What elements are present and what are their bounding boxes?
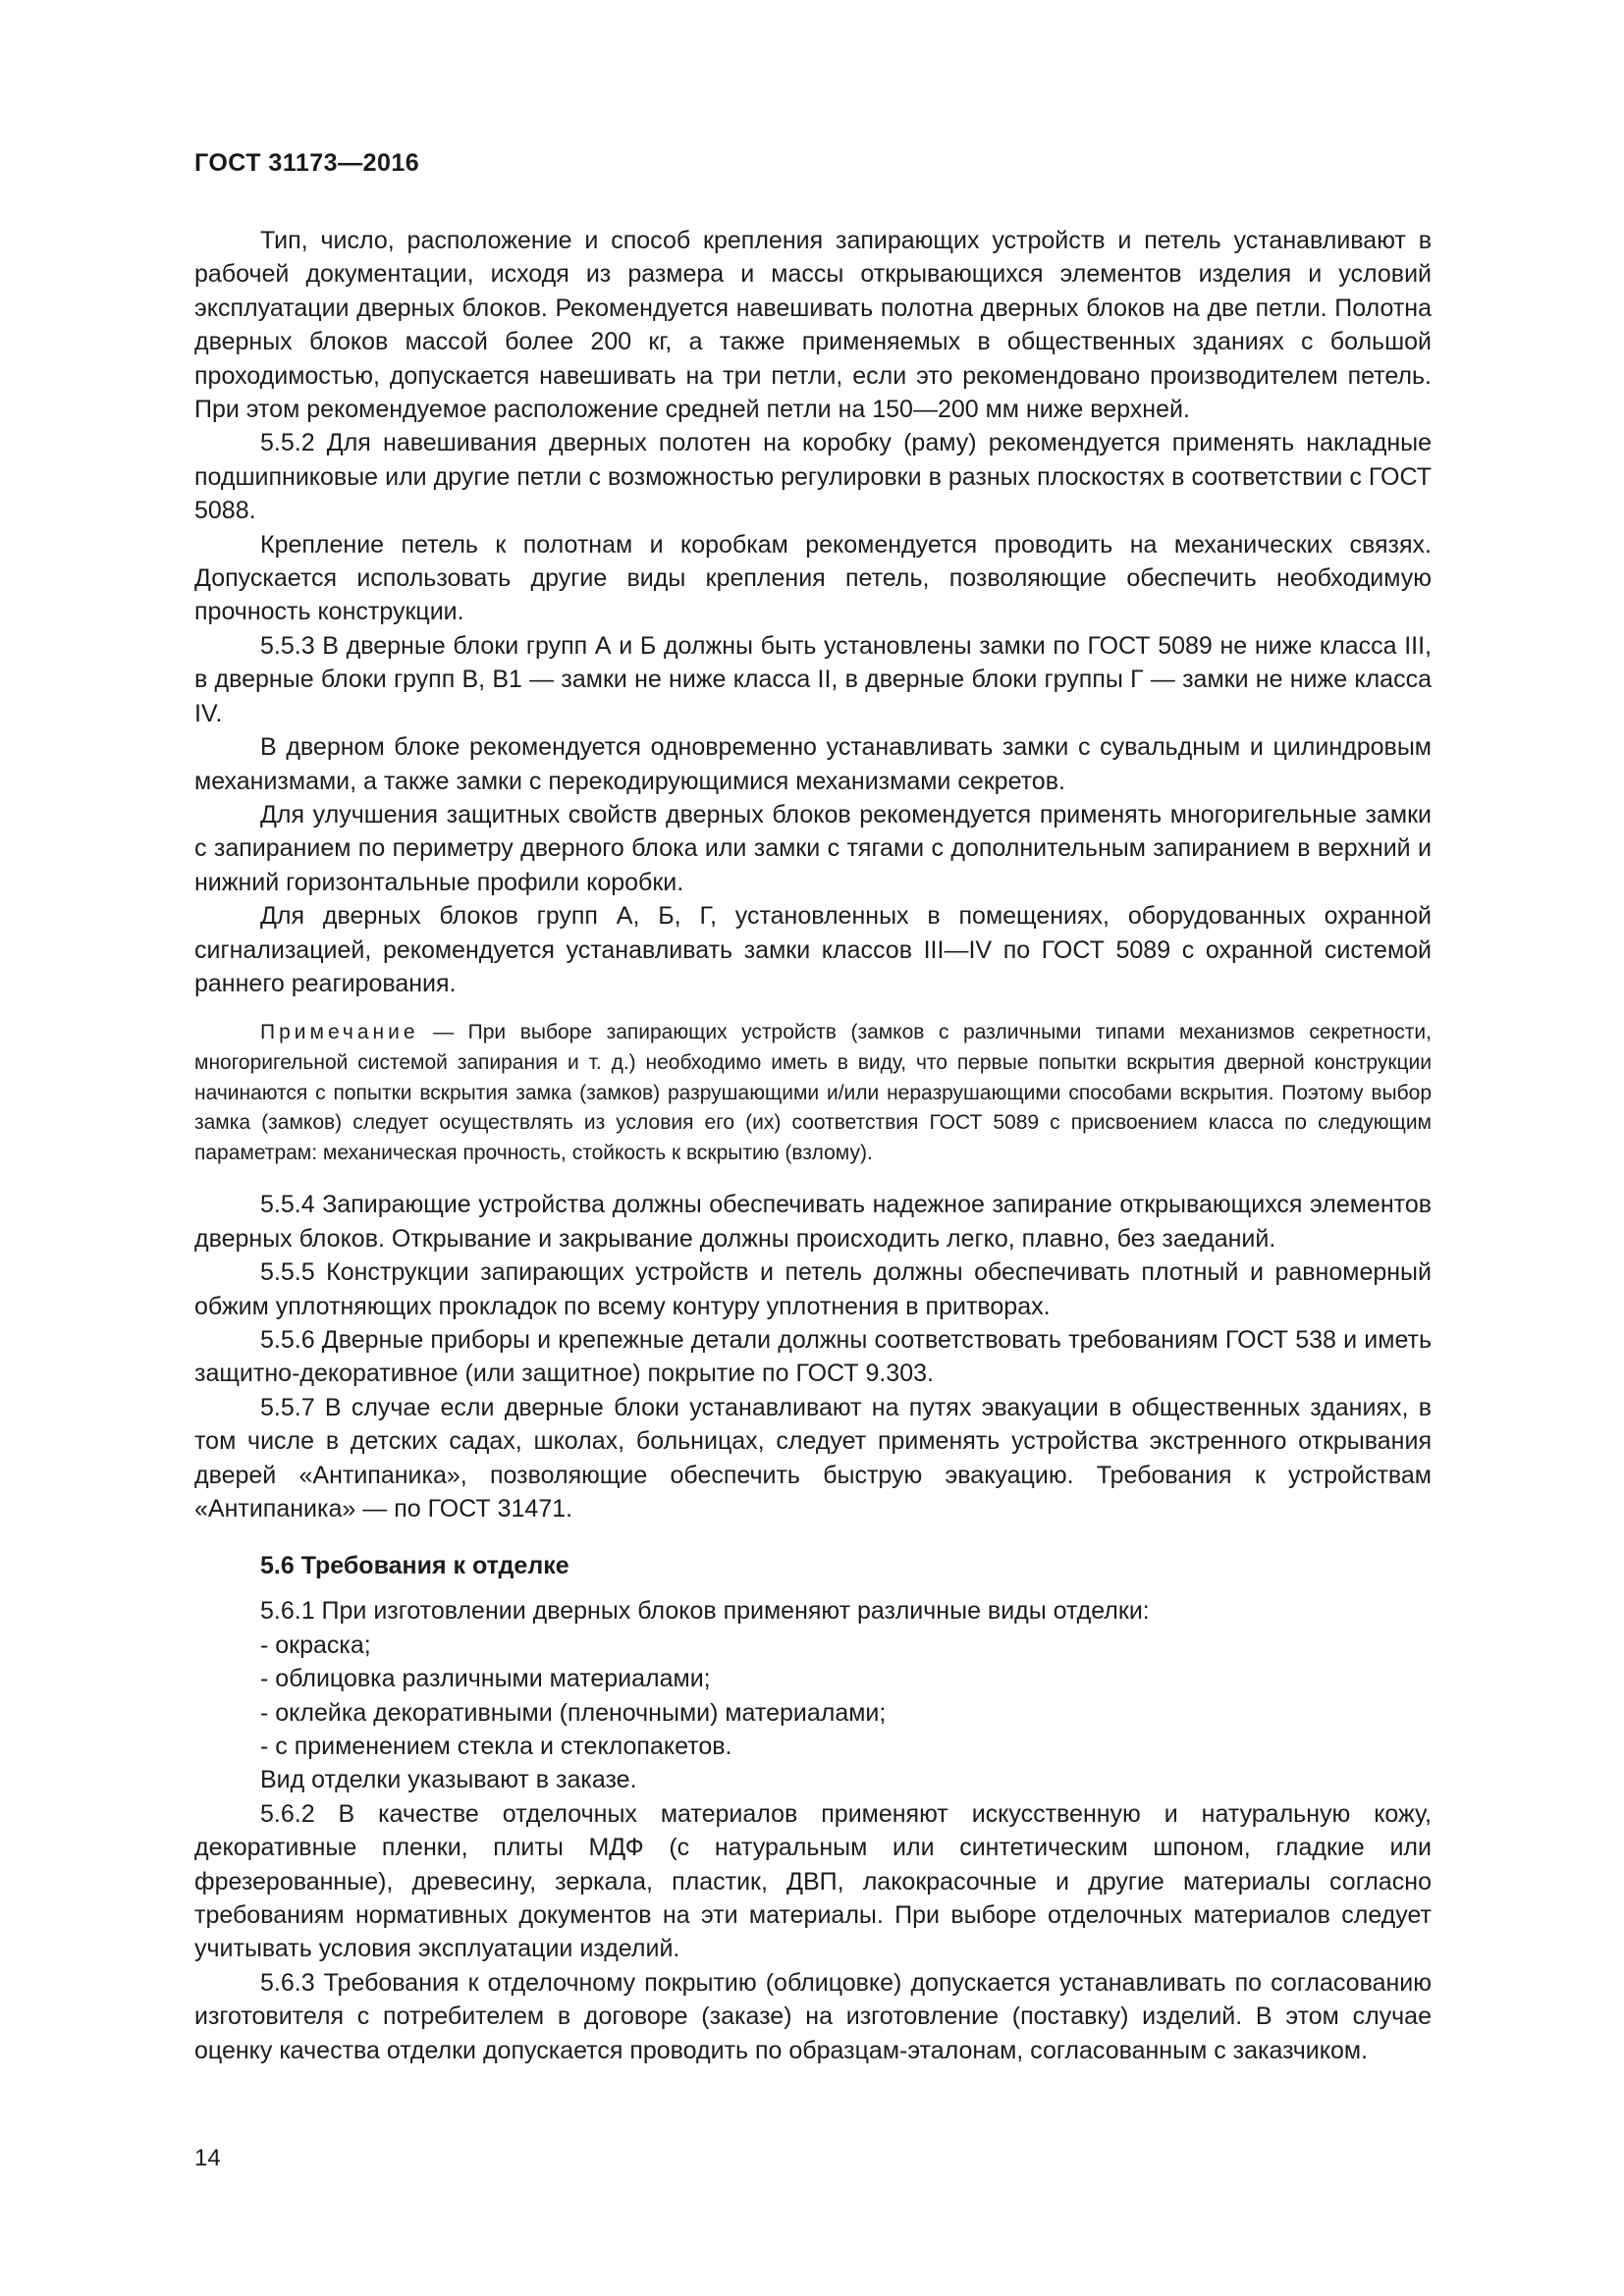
paragraph-5-5-2-mounting: Крепление петель к полотнам и коробкам рекомендуется проводить на механических связях. Допускается использовать другие виды крепления петель, позволяющие обеспечить необходимую прочность конструкции. (194, 530, 1432, 626)
paragraph-5-6-1-order: Вид отделки указывают в заказе. (260, 1766, 637, 1794)
note-block (194, 1018, 1432, 1168)
paragraph-hinges-placement: Тип, число, расположение и способ крепления запирающих устройств и петель устанавливают в рабочей документации, исходя из размера и массы открывающихся элементов изделия и условий эксплуатации дверных блоков. Рекомендуется навешивать полотна дверных блоков на две петли. Полотна дверных блоков массой более 200 кг, а также применяемых в общественных зданиях с большой проходимостью, допускается навешивать на три петли, если это рекомендовано производителем петель. При этом рекомендуемое расположение средней петли на 150—200 мм ниже верхней. (194, 227, 1432, 424)
list-item: - облицовка различными материалами; (260, 1665, 711, 1693)
paragraph-5-6-3: 5.6.3 Требования к отделочному покрытию (облицовке) допускается устанавливать по согласованию изготовителя с потребителем в договоре (заказе) на изготовление (поставку) изделий. В этом случае оценку качества отделки допускается проводить по образцам-эталонам, согласованным с заказчиком. (194, 1968, 1432, 2064)
paragraph-5-5-3-mechanisms: В дверном блоке рекомендуется одновременно устанавливать замки с сувальдным и цилиндровым механизмами, а также замки с перекодирующимися механизмами секретов. (194, 733, 1432, 795)
paragraph-5-5-6: 5.5.6 Дверные приборы и крепежные детали должны соответствовать требованиям ГОСТ 538 и иметь защитно-декоративное (или защитное) покрытие по ГОСТ 9.303. (194, 1325, 1432, 1388)
page-number: 14 (194, 2145, 221, 2171)
note-text: — При выборе запирающих устройств (замков с различными типами механизмов секретности, многоригельной системой запирания и т. д.) необходимо иметь в виду, что первые попытки вскрытия дверной конструкции начинаются с попытки вскрытия замка (замков) разрушающими и/или неразрушающими способами вскрытия. Поэтому выбор замка (замков) следует осуществлять из условия его (их) соответствия ГОСТ 5089 с присвоением класса по следующим параметрам: механическая прочность, стойкость к вскрытию (взлому). (194, 1021, 1432, 1164)
document-body (194, 224, 1432, 2067)
list-item: - оклейка декоративными (пленочными) материалами; (260, 1698, 887, 1727)
paragraph-5-5-3-multibolt: Для улучшения защитных свойств дверных блоков рекомендуется применять многоригельные замки с запиранием по периметру дверного блока или замки с тягами с дополнительным запиранием в верхний и нижний горизонтальные профили коробки. (194, 800, 1432, 896)
paragraph-5-5-3-alarm: Для дверных блоков групп А, Б, Г, установленных в помещениях, оборудованных охранной сигнализацией, рекомендуется устанавливать замки классов III—IV по ГОСТ 5089 с охранной системой раннего реагирования. (194, 902, 1432, 997)
paragraph-5-6-1: 5.6.1 При изготовлении дверных блоков применяют различные виды отделки: (260, 1597, 1150, 1626)
list-item: - окраска; (260, 1630, 371, 1659)
document-header: ГОСТ 31173—2016 (194, 149, 420, 177)
list-item: - с применением стекла и стеклопакетов. (260, 1733, 732, 1760)
paragraph-5-5-2: 5.5.2 Для навешивания дверных полотен на коробку (раму) рекомендуется применять накладные подшипниковые или другие петли с возможностью регулировки в разных плоскостях в соответствии с ГОСТ 5088. (194, 429, 1432, 525)
paragraph-5-6-2: 5.6.2 В качестве отделочных материалов применяют искусственную и натуральную кожу, декоративные пленки, плиты МДФ (с натуральным или синтетическим шпоном, гладкие или фрезерованные), древесину, зеркала, пластик, ДВП, лакокрасочные и другие материалы согласно требованиям нормативных документов на эти материалы. При выборе отделочных материалов следует учитывать условия эксплуатации изделий. (194, 1799, 1432, 1963)
section-title-5-6: 5.6 Требования к отделке (260, 1552, 569, 1580)
paragraph-5-5-4: 5.5.4 Запирающие устройства должны обеспечивать надежное запирание открывающихся элементов дверных блоков. Открывание и закрывание должны происходить легко, плавно, без заеданий. (194, 1191, 1432, 1253)
paragraph-5-5-3: 5.5.3 В дверные блоки групп А и Б должны быть установлены замки по ГОСТ 5089 не ниже класса III, в дверные блоки групп В, В1 — замки не ниже класса II, в дверные блоки группы Г — замки не ниже класса IV. (194, 631, 1432, 727)
note-label: Примечание (260, 1021, 419, 1044)
paragraph-5-5-7: 5.5.7 В случае если дверные блоки устанавливают на путях эвакуации в общественных зданиях, в том числе в детских садах, школах, больницах, следует применять устройства экстренного открывания дверей «Антипаника», позволяющие обеспечить быструю эвакуацию. Требования к устройствам «Антипаника» — по ГОСТ 31471. (194, 1393, 1432, 1522)
finish-types-list (194, 1629, 1432, 1764)
paragraph-5-5-5: 5.5.5 Конструкции запирающих устройств и петель должны обеспечивать плотный и равномерный обжим уплотняющих прокладок по всему контуру уплотнения в притворах. (194, 1258, 1432, 1320)
